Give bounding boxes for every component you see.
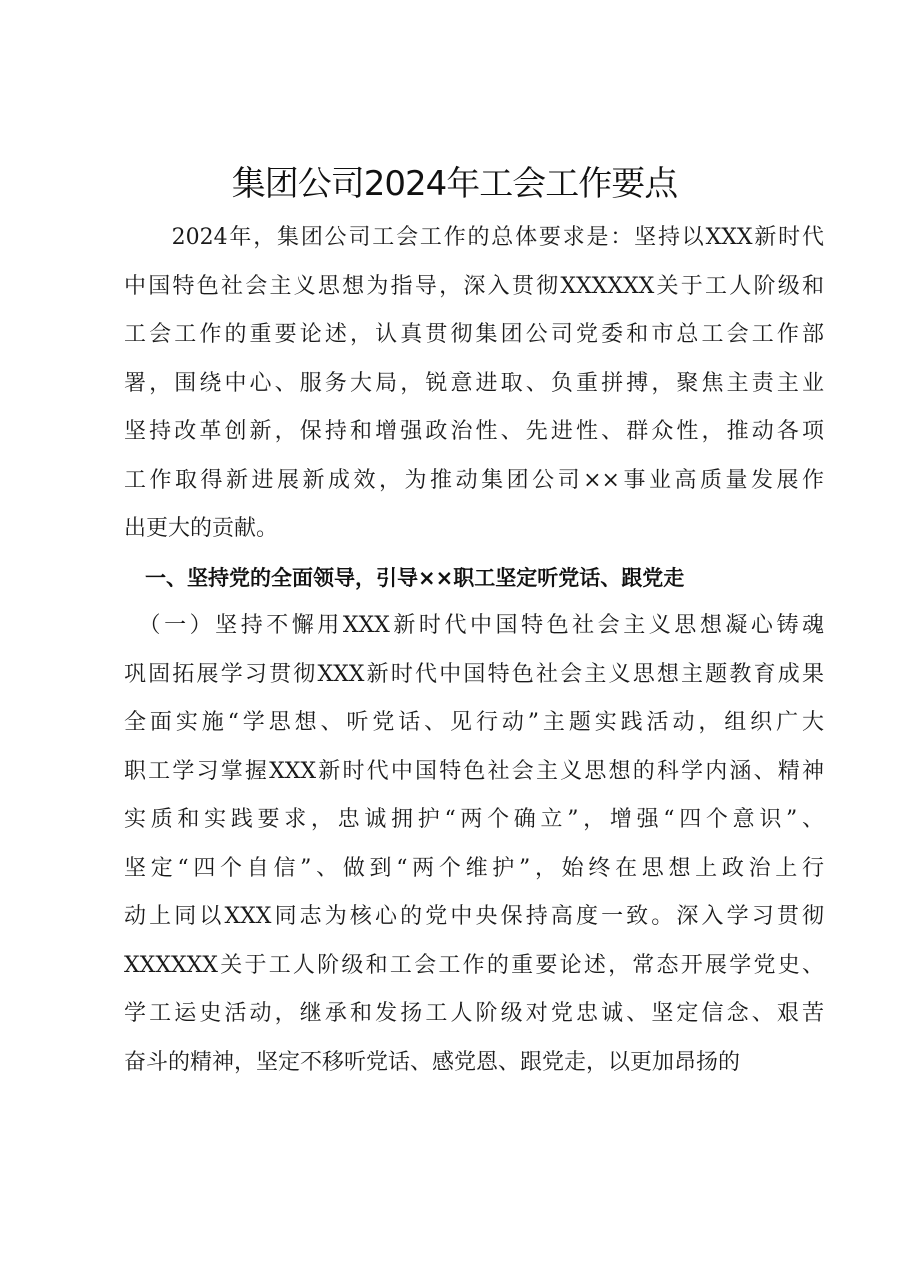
- paragraph-line: 奋斗的精神，坚定不移听党话、感党恩、跟党走，以更加昂扬的: [124, 1049, 741, 1075]
- document-body: [124, 214, 824, 1087]
- paragraph-line: 2024年，集团公司工会工作的总体要求是：坚持以XXX新时代: [124, 225, 824, 250]
- paragraph-line: 学工运史活动，继承和发扬工人阶级对党忠诚、坚定信念、艰苦: [124, 1001, 824, 1026]
- paragraph-line: 实质和实践要求，忠诚拥护“两个确立”，增强“四个意识”、: [124, 807, 824, 832]
- paragraph-line: 坚持改革创新，保持和增强政治性、先进性、群众性，推动各项: [124, 419, 824, 444]
- paragraph-line: 工作取得新进展新成效，为推动集团公司××事业高质量发展作: [124, 467, 824, 493]
- section-heading: 一、坚持党的全面领导，引导××职工坚定听党话、跟党走: [124, 565, 685, 590]
- paragraph-line: 坚定“四个自信”、做到“两个维护”，始终在思想上政治上行: [124, 855, 824, 881]
- paragraph-line: 全面实施“学思想、听党话、见行动”主题实践活动，组织广大: [124, 710, 824, 735]
- paragraph-line: 动上同以XXX同志为核心的党中央保持高度一致。深入学习贯彻: [124, 904, 824, 929]
- paragraph-line: 出更大的贡献。: [124, 516, 279, 541]
- paragraph-line: 署，围绕中心、服务大局，锐意进取、负重拼搏，聚焦主责主业: [124, 370, 824, 396]
- paragraph-line: （一）坚持不懈用XXX新时代中国特色社会主义思想凝心铸魂: [124, 613, 824, 638]
- document-title: 集团公司2024年工会工作要点: [231, 164, 678, 204]
- paragraph-line: 中国特色社会主义思想为指导，深入贯彻XXXXXX关于工人阶级和: [124, 273, 824, 299]
- paragraph-line: 职工学习掌握XXX新时代中国特色社会主义思想的科学内涵、精神: [124, 758, 824, 784]
- paragraph-line: 巩固拓展学习贯彻XXX新时代中国特色社会主义思想主题教育成果: [124, 661, 824, 687]
- paragraph-line: 工会工作的重要论述，认真贯彻集团公司党委和市总工会工作部: [124, 322, 824, 347]
- paragraph-line: XXXXXX关于工人阶级和工会工作的重要论述，常态开展学党史、: [124, 952, 824, 978]
